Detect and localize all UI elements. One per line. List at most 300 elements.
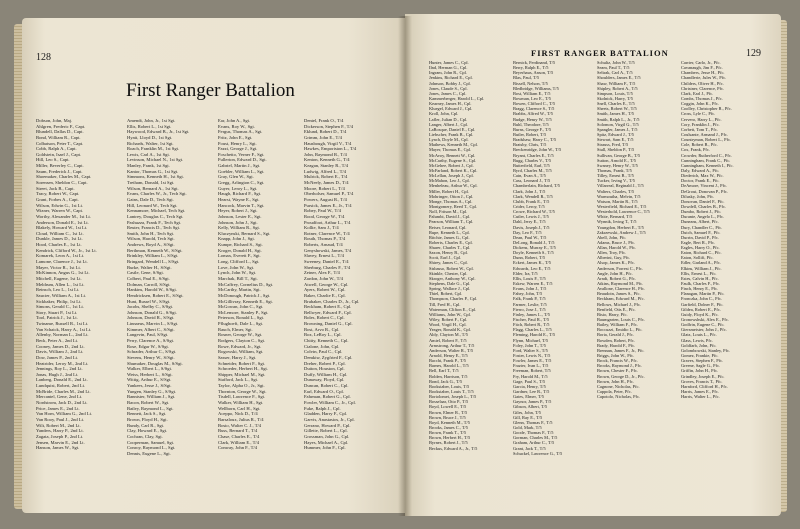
roster-entry: Roach, Franklin M., 1st Sgt. bbox=[127, 146, 180, 152]
roster-entry: Faulk, Charles F., Pfc. bbox=[681, 281, 721, 287]
roster-entry: McGehee, Robert J., Cpl. bbox=[429, 162, 474, 168]
roster-entry: Allenby, Norman L., 2nd Lt. bbox=[36, 332, 89, 338]
roster-entry: Ingram, John R., Cpl. bbox=[429, 70, 467, 76]
roster-entry: Tisdell, Lawrence F., Sgt. bbox=[218, 394, 266, 400]
roster-entry: Rotner, Clarence W., T/4 bbox=[304, 230, 350, 236]
roster-entry: Harris, James E., Pfc. bbox=[681, 389, 719, 394]
roster-entry: Diederich, Max W., Pfc. bbox=[681, 173, 724, 179]
roster-entry: Pursick, James E., Jr., T/4 bbox=[304, 202, 352, 208]
roster-entry: Yeager, Ronald K., Cpl. bbox=[429, 327, 471, 333]
roster-entry: Budge, Henry W., T/5 bbox=[513, 116, 552, 122]
roster-entry: McBride, Charles M., 2nd Lt. bbox=[36, 388, 91, 394]
roster-entry: Miller, Robert H., Cpl. bbox=[429, 188, 469, 194]
roster-entry: Arnold, Henry E., T/5 bbox=[429, 353, 468, 359]
roster-entry: Countryman, Robert L., Pfc. bbox=[681, 137, 732, 143]
page-title: First Ranger Battalion bbox=[126, 80, 295, 101]
roster-entry: Doctor, Frank E., Pfc. bbox=[681, 178, 720, 184]
roster-entry: Mayer, Thomas E., Cpl. bbox=[429, 147, 472, 153]
roster-entry: Eaton, Sollifi, Pfc. bbox=[681, 255, 714, 261]
roster-entry: Johnson, Lester E., Sgt. bbox=[218, 213, 262, 219]
roster-entry: Bacon, Robert W., Sgt. bbox=[127, 400, 170, 406]
roster-entry: McKinnon, Angus G., 1st Lt. bbox=[36, 270, 90, 276]
roster-entry: Shurer, Charles T., Cpl. bbox=[429, 245, 471, 251]
roster-entry: Brock, Francis W., Pfc. bbox=[597, 358, 638, 364]
roster-entry: Abell, John, Pfc. bbox=[597, 234, 627, 240]
roster-entry: Cavanaugh, Jim F., Pfc. bbox=[681, 65, 723, 71]
roster-entry: Lamone, Clarence J., 1st Lt. bbox=[36, 259, 88, 265]
roster-entry: Jennings, Roy L., 2nd Lt. bbox=[36, 366, 83, 372]
roster-entry: Shoulders, James E., T/5 bbox=[597, 75, 641, 81]
roster-entry: Lafler, Julian D., Cpl. bbox=[429, 116, 468, 122]
roster-entry: Donovan, Daniel F., Pfc. bbox=[681, 198, 725, 204]
roster-entry: Christner, Clarence, Pfc. bbox=[681, 85, 725, 91]
roster-entry: Westerhold, Lawrence C., T/5 bbox=[597, 209, 650, 215]
roster-entry: Johnson, John J., Sgt. bbox=[218, 219, 258, 225]
roster-entry: Byrnes, Robert J., T/5 bbox=[429, 440, 468, 446]
roster-entry: Blas, Paul, T/5 bbox=[513, 75, 540, 81]
roster-entry: Chitty, Kenneth C., Cpl. bbox=[304, 337, 349, 343]
roster-entry: Taylor, Alpha O., Jr., Sgt. bbox=[218, 383, 265, 389]
roster-entry: Hawkes, Emporiston L., T/4 bbox=[304, 146, 357, 152]
roster-entry: Bookstaber, Louis, T/5 bbox=[429, 383, 470, 389]
roster-entry: Carrier, Carlo, Jr., Pfc. bbox=[681, 60, 721, 65]
roster-entry: Zagata, Joseph P., 2nd Lt. bbox=[36, 433, 84, 439]
roster-entry: Bellows, Michael J., Pfc. bbox=[597, 301, 642, 307]
roster-entry: Bugg, Charles V., T/5 bbox=[513, 157, 552, 163]
roster-entry: Coolley, Christopher R., Pfc. bbox=[681, 106, 732, 112]
roster-entry: Love, John W., Sgt. bbox=[218, 264, 255, 270]
roster-entry: Barsaloux, Julius R., T/4 bbox=[218, 416, 264, 422]
roster-column bbox=[429, 60, 484, 451]
roster-entry: Stewart, Sam E., T/5 bbox=[597, 137, 634, 143]
roster-entry: Heatrider, Leroy M., 2nd Lt. bbox=[36, 360, 89, 366]
roster-entry: McNeely, James D., T/4 bbox=[304, 180, 349, 186]
roster-entry: Thompson, Charles P., Cpl. bbox=[429, 296, 478, 302]
roster-entry: Blundell, Dallas D., Capt. bbox=[36, 129, 84, 135]
roster-entry: Jones, Claude S., Cpl. bbox=[429, 85, 468, 91]
roster-entry: Dow, James P., 2nd Lt. bbox=[36, 354, 79, 360]
roster-entry: Lewis, Carl A., 1st Sgt. bbox=[127, 151, 170, 157]
roster-entry: Cain, Evan A., T/5 bbox=[513, 173, 546, 179]
roster-entry: Till, Fred H., Cpl. bbox=[429, 301, 461, 307]
roster-entry: Grindley, Joseph E., Pfc. bbox=[681, 373, 725, 379]
roster-entry: Anderson, Forrest C., Pfc. bbox=[597, 265, 643, 271]
roster-entry: Box, LeRoy L., Cpl. bbox=[304, 332, 342, 338]
roster-entry: Falk, Frank P., T/5 bbox=[513, 296, 546, 302]
page-number-right: 129 bbox=[746, 48, 761, 59]
roster-entry: Cagnone, Nicholas, Pfc. bbox=[597, 383, 640, 389]
roster-entry: Chase, Charles E., T/4 bbox=[218, 433, 260, 439]
roster-entry: Cunningham, Kenneth I., Pfc. bbox=[681, 162, 734, 168]
roster-entry: Lynch, John W., Sgt. bbox=[218, 270, 257, 276]
roster-entry: Bolden, Harrison, T/5 bbox=[429, 373, 468, 379]
roster-entry: Cooney, James D., 2nd Lt. bbox=[36, 343, 85, 349]
roster-entry: Manley, Frank, 1st Sgt. bbox=[127, 163, 170, 169]
roster-entry: Berry, Ralph E., T/5 bbox=[513, 65, 549, 71]
roster-entry: Sweeney, Daniel E., T/4 bbox=[304, 259, 349, 265]
roster-entry: Foley, John T., T/5 bbox=[513, 342, 546, 348]
roster-entry: Powers, August R., T/4 bbox=[304, 196, 347, 202]
roster-entry: Breckenridge, John W., T/5 bbox=[513, 147, 562, 153]
roster-entry: Wiley, Robert F., Cpl. bbox=[429, 317, 468, 323]
roster-entry: Gaynor, James P., T/5 bbox=[513, 399, 552, 405]
roster-entry: Harris, Walter L., Pfc. bbox=[681, 394, 720, 400]
roster-entry: Swaney, Henry W., T/5 bbox=[597, 162, 638, 168]
roster-entry: Wilson, Harold, Tech Sgt. bbox=[127, 236, 175, 242]
roster-entry: Eaton, Richard C., Pfc. bbox=[681, 250, 722, 256]
roster-entry: Dumbo, Robert J., Pfc. bbox=[681, 209, 722, 215]
roster-entry: Childers, Oliver H., Pfc. bbox=[681, 80, 724, 86]
roster-entry: Twiname, Russell R., 1st Lt. bbox=[36, 321, 89, 327]
roster-entry: Jensen, Marvin E., 2nd Lt. bbox=[36, 439, 85, 445]
roster-entry: Doyle, Kenneth S., T/5 bbox=[513, 250, 554, 256]
roster-entry: Coulsante, Armand J., Pfc. bbox=[681, 131, 728, 137]
roster-entry: Van Rooy, Paul J., 2nd Lt. bbox=[36, 416, 85, 422]
roster-entry: Guidy, Floyd K., Pfc. bbox=[681, 311, 719, 317]
roster-entry: Baumgarten, Louis C., Pfc. bbox=[597, 317, 645, 323]
roster-entry: Bellwyer, Edward F., Cpl. bbox=[304, 309, 352, 315]
roster-entry: Zakrzewski, Andrew J., T/5 bbox=[597, 229, 646, 235]
roster-entry: Moore, Robert L., T/4 bbox=[304, 185, 345, 191]
roster-entry: Smith, Ralph L., Jr., T/5 bbox=[597, 116, 640, 122]
roster-entry: Genyshowski, James, T/4 bbox=[304, 247, 352, 253]
roster-entry: Ellis, Ernest L., Pfc. bbox=[681, 270, 717, 276]
roster-entry: Alberini, Guy, Pfc. bbox=[597, 255, 631, 261]
roster-entry: Brown, Herbert H., T/5 bbox=[429, 435, 471, 441]
roster-entry: Wynnik, Irving T., T/5 bbox=[597, 219, 637, 225]
roster-entry: Aceppo, Nick D., T/4 bbox=[218, 411, 258, 417]
right-page bbox=[405, 14, 781, 516]
roster-entry: Van Schaick, Harry A., 1st Lt. bbox=[36, 326, 92, 332]
roster-entry: Eklund, Robert D., T/4 bbox=[304, 129, 347, 135]
roster-entry: Fuke, Ralph J., Cpl. bbox=[304, 405, 341, 411]
roster-column bbox=[304, 118, 359, 451]
roster-entry: Angle, John H., Pfc. bbox=[597, 270, 633, 276]
roster-entry: Garvis, Anastasios, Jr., Cpl. bbox=[304, 416, 355, 422]
roster-entry: Bringard, Wendell L., S/Sgt. bbox=[127, 259, 180, 265]
roster-entry: Clay, Howard E., Sgt. bbox=[127, 428, 168, 434]
roster-entry: Hearst, Wayne E., Sgt. bbox=[218, 196, 260, 202]
roster-entry: Bond, William R., Capt. bbox=[36, 134, 81, 140]
roster-entry: Hayes, Michael A., Cpl. bbox=[304, 439, 349, 445]
roster-entry: Dilusky, John, Pfc. bbox=[681, 193, 715, 199]
roster-entry: Finley, James L., T/5 bbox=[513, 311, 550, 317]
roster-entry: Rauch, Elmer, Sgt. bbox=[218, 326, 253, 332]
roster-entry: Clark, John J., T/5 bbox=[513, 188, 546, 194]
roster-entry: Smith, John H., Tech Sgt. bbox=[127, 230, 175, 236]
roster-entry: Sheets, Robert W., T/5 bbox=[597, 106, 637, 112]
roster-entry: Beckham, Robert E., Cpl. bbox=[304, 304, 352, 310]
roster-entry: Bosselaar, Otto P., T/5 bbox=[429, 399, 469, 405]
roster-entry: Fowler, William C., Jr., Cpl. bbox=[304, 400, 356, 406]
roster-entry: Shumaker, Douglas M., S/Sgt. bbox=[127, 360, 183, 366]
roster-entry: Eckert, James K., T/5 bbox=[513, 260, 551, 266]
roster-entry: Haywood, Edward B., Jr., 1st Sgt. bbox=[127, 129, 190, 135]
roster-entry: Brown, George D., Jr., Pfc. bbox=[597, 373, 645, 379]
roster-entry: Frazier, Ivan L., T/5 bbox=[513, 363, 549, 369]
roster-entry: Chambers, Jesse H., Pfc. bbox=[681, 70, 725, 76]
roster-entry: Mercantel, Gene, 2nd Lt. bbox=[36, 394, 83, 400]
roster-entry: Cialone, John, Cpl. bbox=[304, 343, 340, 349]
roster-entry: Jacobs, Shelby C., S/Sgt. bbox=[127, 304, 174, 310]
roster-entry: Dean, Paul W., T/5 bbox=[513, 234, 547, 240]
roster-entry: Long, Clifford L., Sgt. bbox=[218, 259, 260, 265]
roster-entry: Warmoutha, Melvin, T/5 bbox=[597, 193, 641, 199]
roster-entry: Duffy, William H., Cpl. bbox=[304, 371, 348, 377]
roster-entry: Simmons, Kenneth H., 1st Sgt. bbox=[127, 174, 184, 180]
roster-entry: Harnford, Clifford H., Pfc. bbox=[681, 383, 728, 389]
roster-entry: Freeman, Robert, T/5 bbox=[513, 368, 551, 374]
roster-entry: Saucier, William A., 1st Lt. bbox=[36, 292, 87, 298]
roster-entry: Nordstrom, Jack D., 2nd Lt. bbox=[36, 400, 88, 406]
roster-entry: Dentel, Frank O., T/4 bbox=[304, 118, 344, 123]
roster-entry: Brown, Frank T., T/5 bbox=[429, 430, 467, 436]
roster-entry: Fischer, Paul R., T/5 bbox=[513, 317, 550, 323]
roster-entry: Keagan, Stanley R., T/4 bbox=[304, 163, 349, 169]
page-number-left: 128 bbox=[36, 52, 51, 63]
roster-entry: Demkiw, Zygfried F., Cpl. bbox=[304, 354, 353, 360]
roster-entry: Baker, Charlie E., Cpl. bbox=[304, 292, 346, 298]
roster-entry: Fry, Harold M., T/5 bbox=[513, 373, 548, 379]
roster-entry: Gold, Mark, T/5 bbox=[513, 424, 542, 430]
roster-entry: Villarreal, Reginald J., T/5 bbox=[597, 183, 644, 189]
roster-entry: Ahlgren, Frederic F., Capt. bbox=[36, 123, 86, 129]
roster-entry: Boria, Gerald J., Pfc. bbox=[597, 332, 634, 338]
roster-entry: Bowden, Robert, Pfc. bbox=[597, 337, 635, 343]
roster-entry: Roberts, Charles E., Cpl. bbox=[429, 239, 473, 245]
roster-entry: Clubb, Frank E., T/5 bbox=[513, 198, 550, 204]
roster-entry: Day, Leo F., T/5 bbox=[513, 229, 542, 235]
roster-entry: Proudfoot, Arthur L., T/4 bbox=[304, 219, 351, 225]
roster-entry: Grant, Jack T., T/5 bbox=[513, 445, 546, 451]
roster-entry: Cochran, Clay, Sgt. bbox=[127, 433, 163, 439]
roster-entry: Clark, Earl J., Pfc. bbox=[681, 90, 714, 96]
roster-entry: Mohringer, Otton J., Cpl. bbox=[429, 193, 474, 199]
roster-entry: Zardon, John W., T/4 bbox=[304, 275, 343, 281]
roster-entry: Hunt, Russel W., S/Sgt. bbox=[127, 298, 171, 304]
roster-entry: Foschetto, Verner F., Sgt. bbox=[218, 151, 265, 157]
roster-entry: Flagg, Charles L., T/5 bbox=[513, 327, 552, 333]
roster-entry: Fowler, James E., T/5 bbox=[513, 358, 552, 364]
roster-entry: Godfrin, Eugene C., Pfc. bbox=[681, 322, 725, 328]
roster-entry: Jenkins, Richard E., Cpl. bbox=[429, 75, 473, 81]
roster-entry: Pflughoeft, Dale L., Sgt. bbox=[218, 321, 264, 327]
left-page bbox=[22, 18, 405, 513]
roster-entry: Fahrman, Robert G., Cpl. bbox=[304, 394, 351, 400]
roster-entry: Edwards, Leo E., T/5 bbox=[513, 265, 551, 271]
roster-entry: Capotolo, Nicholas, Pfc. bbox=[597, 394, 641, 400]
roster-entry: Farmer, Leslie, T/5 bbox=[513, 301, 547, 307]
roster-entry: Earl, Edward O., Cpl. bbox=[304, 388, 344, 394]
roster-entry: Tracy, Robert W., Capt. bbox=[36, 191, 80, 197]
running-head: FIRST RANGER BATTALION bbox=[531, 48, 669, 58]
roster-entry: Hill, Leonard W., Tech Sgt. bbox=[127, 202, 178, 208]
roster-entry: Yanders, Harry P., 2nd Lt. bbox=[36, 428, 84, 434]
roster-entry: Buhl, Theodore, T/5 bbox=[513, 121, 549, 127]
roster-entry: McDonough, Patrick J., Sgt. bbox=[218, 292, 271, 298]
roster-entry: Gomez, Frankie, Pfc. bbox=[681, 353, 719, 359]
roster-entry: Hancock, Marvin T., Sgt. bbox=[218, 202, 265, 208]
roster-entry: Cunningham, Frank C., Pfc. bbox=[681, 157, 731, 163]
roster-entry: Sherburg, Charles F., T/4 bbox=[304, 264, 351, 270]
roster-entry: Durrin, David P., Pfc. bbox=[681, 234, 719, 240]
roster-entry: DeGrout, Donovan P., Pfc. bbox=[681, 188, 728, 194]
roster-entry: Thornton, George W., Sgt. bbox=[218, 388, 267, 394]
roster-entry: Rowe, Edward, Jr., Sgt. bbox=[218, 343, 262, 349]
roster-entry: Roberts, Arnaud, T/4 bbox=[304, 242, 343, 248]
book-gutter bbox=[398, 16, 412, 516]
roster-entry: Gill, Ray E., T/5 bbox=[513, 414, 543, 420]
roster-entry: Wood, Virgil H., Cpl. bbox=[429, 322, 467, 328]
roster-entry: Shoemaker, Charles M., Capt. bbox=[36, 174, 92, 180]
roster-entry: Groves, Francis T., Pfc. bbox=[681, 378, 723, 384]
roster-entry: Noll, Fritson M., Cpl. bbox=[429, 209, 468, 215]
roster-entry: Seam, Paul T., T/5 bbox=[597, 65, 630, 71]
roster-entry: Fullerton, Edward D., Sgt. bbox=[218, 157, 267, 163]
roster-entry: Allan, Harold W., Pfc. bbox=[597, 245, 637, 251]
roster-entry: Youngdon, Herbert E., T/5 bbox=[597, 224, 644, 230]
roster-entry: Foust, Henry L., Sgt. bbox=[218, 140, 257, 146]
roster-entry: Crowe, Richard W., T/5 bbox=[513, 209, 555, 215]
roster-entry: Reinsch, Leo L., 1st Lt. bbox=[36, 287, 80, 293]
roster-entry: Bond, Jack G., T/5 bbox=[429, 378, 463, 384]
roster-entry: Brady, Harold F., Pfc. bbox=[597, 342, 636, 348]
roster-entry: Langer, Albert J., Cpl. bbox=[429, 121, 468, 127]
roster-entry: Dutch, Samuel F., Pfc. bbox=[681, 229, 721, 235]
roster-entry: Jones, James C., Cpl. bbox=[429, 90, 467, 96]
roster-entry: Walker, William H., Sgt. bbox=[218, 400, 264, 406]
roster-entry: Street, Jack B., Capt. bbox=[36, 185, 75, 191]
roster-entry: Corbett, Tom T., Pfc. bbox=[681, 126, 718, 132]
roster-entry: Lantrey, Douglas C., Tech Sgt. bbox=[127, 213, 184, 219]
roster-entry: Fleming, Harold E., T/5 bbox=[513, 332, 556, 338]
roster-entry: Elkins, William J., Pfc. bbox=[681, 265, 722, 271]
roster-entry: Adams, Bruce J., Pfc. bbox=[597, 239, 636, 245]
roster-entry: Combs, Thomas J., Pfc. bbox=[681, 95, 723, 101]
roster-entry: Foster, Lewis N., T/5 bbox=[513, 353, 551, 359]
roster-entry: Brown, Floyd H., Sgt. bbox=[127, 416, 168, 422]
roster-entry: Boles, Robert C., Cpl. bbox=[304, 315, 345, 321]
roster-entry: Van Horn, William G., 2nd Lt. bbox=[36, 411, 92, 417]
roster-entry: Elder, Ira, T/5 bbox=[513, 270, 538, 276]
roster-entry: Ilnd, Herman G., Cpl. bbox=[429, 65, 468, 71]
roster-entry: Palumbi, David J., Cpl. bbox=[429, 214, 471, 220]
roster-entry: Bisio, Harry, Pfc. bbox=[597, 311, 628, 317]
roster-entry: Dunkle, James D., 1st Lt. bbox=[36, 236, 83, 242]
roster-column bbox=[127, 118, 189, 456]
roster-entry: Meldrum, Allen L., 1st Lt. bbox=[36, 281, 85, 287]
roster-entry: Solomon, Virgil G., T/5 bbox=[597, 121, 639, 127]
roster-entry: Komarek, Leon A., 1st Lt. bbox=[36, 253, 85, 259]
roster-entry: Spitz, Edward J., T/5 bbox=[597, 131, 634, 137]
roster-entry: Boyd, Kenneth M., T/5 bbox=[429, 419, 470, 425]
roster-entry: Saum, Frederick J., Capt. bbox=[36, 168, 83, 174]
roster-entry: Miller, Beverley C., Capt. bbox=[36, 163, 84, 169]
roster-entry: Fritz, John E., Sgt. bbox=[218, 134, 253, 140]
roster-entry: Cervero, Harry L., Pfc. bbox=[681, 116, 722, 122]
roster-entry: Gibson, Albert, T/5 bbox=[513, 404, 548, 410]
roster-entry: Daly, Edward A., Pfc. bbox=[681, 167, 720, 173]
roster-entry: Robey, Paul W., T/4 bbox=[304, 208, 341, 214]
roster-entry: Grimm, John E., T/4 bbox=[304, 134, 342, 140]
roster-entry: Barnes, Harold L., T/5 bbox=[429, 363, 469, 369]
roster-entry: Kroger, Donald H., Sgt. bbox=[218, 247, 262, 253]
roster-entry: Colbatson, Peter T., Capt. bbox=[36, 140, 84, 146]
roster-entry: McCaffrey, Cornelius D., Sgt. bbox=[218, 281, 274, 287]
roster-entry: Bell, Earl T., T/5 bbox=[429, 368, 459, 374]
roster-entry: Sisbasso, Robert W., Cpl. bbox=[429, 265, 474, 271]
roster-entry: Montgomery, Reed T., Cpl. bbox=[429, 203, 477, 209]
roster-entry: Gabriel, Martin J., Sgt. bbox=[218, 163, 261, 169]
roster-entry: Schultz, John W., T/5 bbox=[597, 60, 635, 65]
roster-entry: Cutler, Lewis J., T/5 bbox=[513, 214, 549, 220]
roster-entry: Cross, Lyle C., Pfc. bbox=[681, 111, 716, 117]
roster-entry: Gray, Glen W., Sgt. bbox=[218, 174, 254, 180]
roster-entry: Burke, Walter H., S/Sgt. bbox=[127, 264, 172, 270]
roster-entry: Dowdell, Charles B., Pfc. bbox=[681, 203, 726, 209]
roster-entry: Tucker, Irving V., T/5 bbox=[597, 178, 635, 184]
roster-entry: Jonas, Hugh J., 2nd Lt. bbox=[36, 371, 79, 377]
roster-entry: Bailey, William F., Pfc. bbox=[597, 322, 638, 328]
roster-entry: Simons, Gerald C., 1st Lt. bbox=[36, 304, 84, 310]
roster-entry: Boccuzzi, Emidio L., Pfc. bbox=[597, 327, 643, 333]
roster-entry: McCarthy, Martin, Sgt. bbox=[218, 287, 261, 293]
roster-entry: McMahon, Leo J., Cpl. bbox=[429, 178, 470, 184]
roster-entry: Duneans, Albert, Pfc. bbox=[681, 219, 719, 225]
roster-entry: Browning, Daniel G., Cpl. bbox=[304, 321, 353, 327]
roster-entry: Cass, Leonard J., T/5 bbox=[513, 178, 551, 184]
roster-entry: Linnaeus, Marvin L., S/Sgt. bbox=[127, 321, 179, 327]
roster-entry: Fronczka, John C., Pfc. bbox=[681, 296, 723, 302]
roster-entry: Briggs, John W., Pfc. bbox=[597, 353, 635, 359]
roster-entry: Sasser, Harry J., Sgt. bbox=[218, 354, 257, 360]
roster-entry: Gregg, Arlington C., Sgt. bbox=[218, 180, 265, 186]
roster-entry: Dunaway, Floyd, Cpl. bbox=[304, 377, 345, 383]
roster-entry: Greene, Sagle G., Pfc. bbox=[681, 363, 721, 369]
roster-entry: Rupe, Kenneth L., Cpl. bbox=[429, 229, 470, 235]
roster-entry: Andrews, Boyd A., S/Sgt. bbox=[127, 242, 175, 248]
roster-entry: McFarland, Robert K., Cpl. bbox=[429, 167, 478, 173]
roster-entry: Dahl, Jerry E., T/5 bbox=[513, 219, 546, 225]
roster-entry: Ford, Walter S., T/5 bbox=[513, 347, 548, 353]
roster-entry: Scott, Earl J., Cpl. bbox=[429, 255, 462, 261]
roster-entry: Blakely, Howard W., 1st Lt. bbox=[36, 225, 88, 231]
roster-entry: Shirey, James C., Cpl. bbox=[429, 260, 468, 266]
roster-entry: Bernick, Ferdinand, T/5 bbox=[513, 60, 556, 65]
roster-entry: Rose, Edgar W., S/Sgt. bbox=[127, 343, 169, 349]
roster-entry: Estes, Calvin H., Pfc. bbox=[681, 275, 719, 281]
roster-entry: Gerrano, Howard P., Cpl. bbox=[304, 422, 351, 428]
roster-entry: Fitch, Robert R., T/5 bbox=[513, 322, 550, 328]
roster-entry: Worthy, Alexander M., 1st Lt. bbox=[36, 213, 91, 219]
roster-entry: Glenn, Thomas F., T/5 bbox=[513, 419, 553, 425]
roster-entry: Ear, John A., Sgt. bbox=[218, 118, 251, 123]
roster-entry: Mulrick, Robert E., T/4 bbox=[304, 174, 348, 180]
roster-entry: Kantor, Thomas G., 1st Sgt. bbox=[127, 168, 179, 174]
roster-entry: Conway, John F., T/4 bbox=[218, 445, 258, 451]
roster-entry: Flynn, Michael, T/5 bbox=[513, 337, 549, 343]
roster-entry: Kearney, James H., Cpl. bbox=[429, 101, 472, 107]
roster-entry: Gildea, Robert E., Pfc. bbox=[681, 306, 721, 312]
roster-entry: Hankins, Harold W., S/Sgt. bbox=[127, 287, 177, 293]
roster-entry: Arndt, Robert G., Pfc. bbox=[597, 275, 636, 281]
roster-entry: Butler, Robert, T/5 bbox=[513, 131, 547, 137]
roster-entry: Gage, Paul S., T/5 bbox=[513, 378, 546, 384]
roster-entry: McCarthy, Eugene S., Cpl. bbox=[429, 157, 477, 163]
roster-entry: Kennamore, Michael, Tech Sgt. bbox=[127, 208, 186, 214]
roster-entry: Hyatt, Lloyd D., 1st Sgt. bbox=[127, 134, 173, 140]
roster-entry: Goebler, William L., Sgt. bbox=[218, 168, 265, 174]
